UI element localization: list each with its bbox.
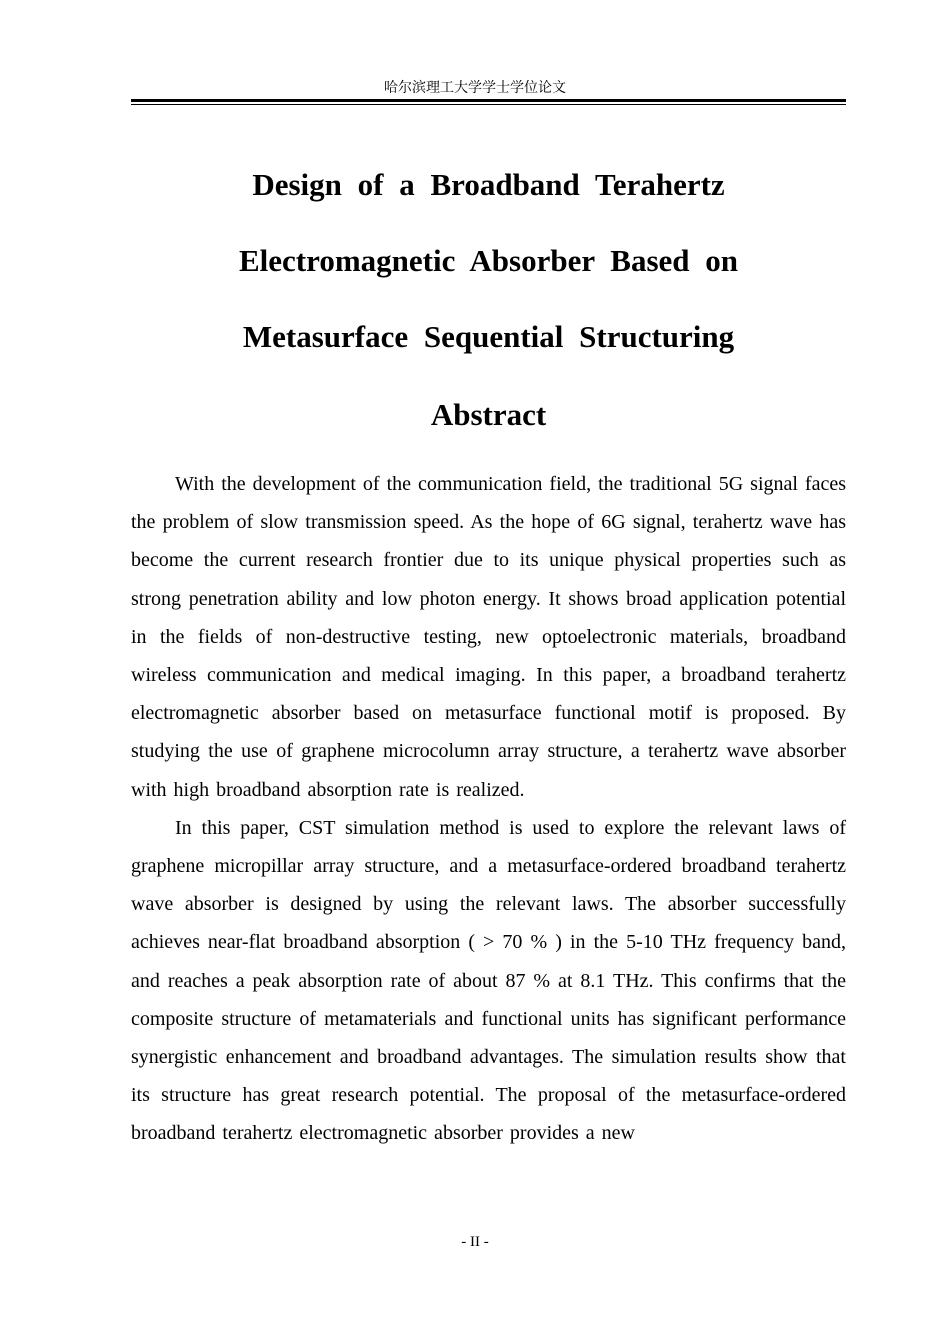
abstract-paragraph-1: With the development of the communication field, the traditional 5G signal faces the problem of slow transmission speed. As the hope of 6G signal, terahertz wave has become the current research frontier due to its unique physical properties such as strong penetration ability and low photon energy. It shows broad application potential in the fields of non-destructive testing, new optoelectronic materials, broadband wireless communication and medical imaging. In this paper, a broadband terahertz electromagnetic absorber based on metasurface functional motif is proposed. By studying the use of graphene microcolumn array structure, a terahertz wave absorber with high broadband absorption rate is realized. [131, 473, 847, 801]
abstract-heading: Abstract [430, 397, 547, 432]
page-number: - II - [461, 1234, 489, 1250]
abstract-body [131, 465, 846, 1153]
header-rule-thick [131, 99, 846, 102]
abstract-paragraph-2: In this paper, CST simulation method is used to explore the relevant laws of graphene micropillar array structure, and a metasurface-ordered broadband terahertz wave absorber is designed by using the relevant laws. The absorber successfully achieves near-flat broadband absorption ( > 70 % ) in the 5-10 THz frequency band, and reaches a peak absorption rate of about 87 % at 8.1 THz. This confirms that the composite structure of metamaterials and functional units has significant performance synergistic enhancement and broadband advantages. The simulation results show that its structure has great research potential. The proposal of the metasurface-ordered broadband terahertz electromagnetic absorber provides a new [131, 816, 846, 1145]
title-line-3: Metasurface Sequential Structuring [242, 319, 735, 354]
title-line-2: Electromagnetic Absorber Based on [238, 243, 739, 278]
running-header: 哈尔滨理工大学学士学位论文 [384, 80, 566, 96]
header-rule-thin [131, 104, 846, 105]
title-line-1: Design of a Broadband Terahertz [252, 167, 725, 202]
thesis-title [131, 147, 846, 375]
